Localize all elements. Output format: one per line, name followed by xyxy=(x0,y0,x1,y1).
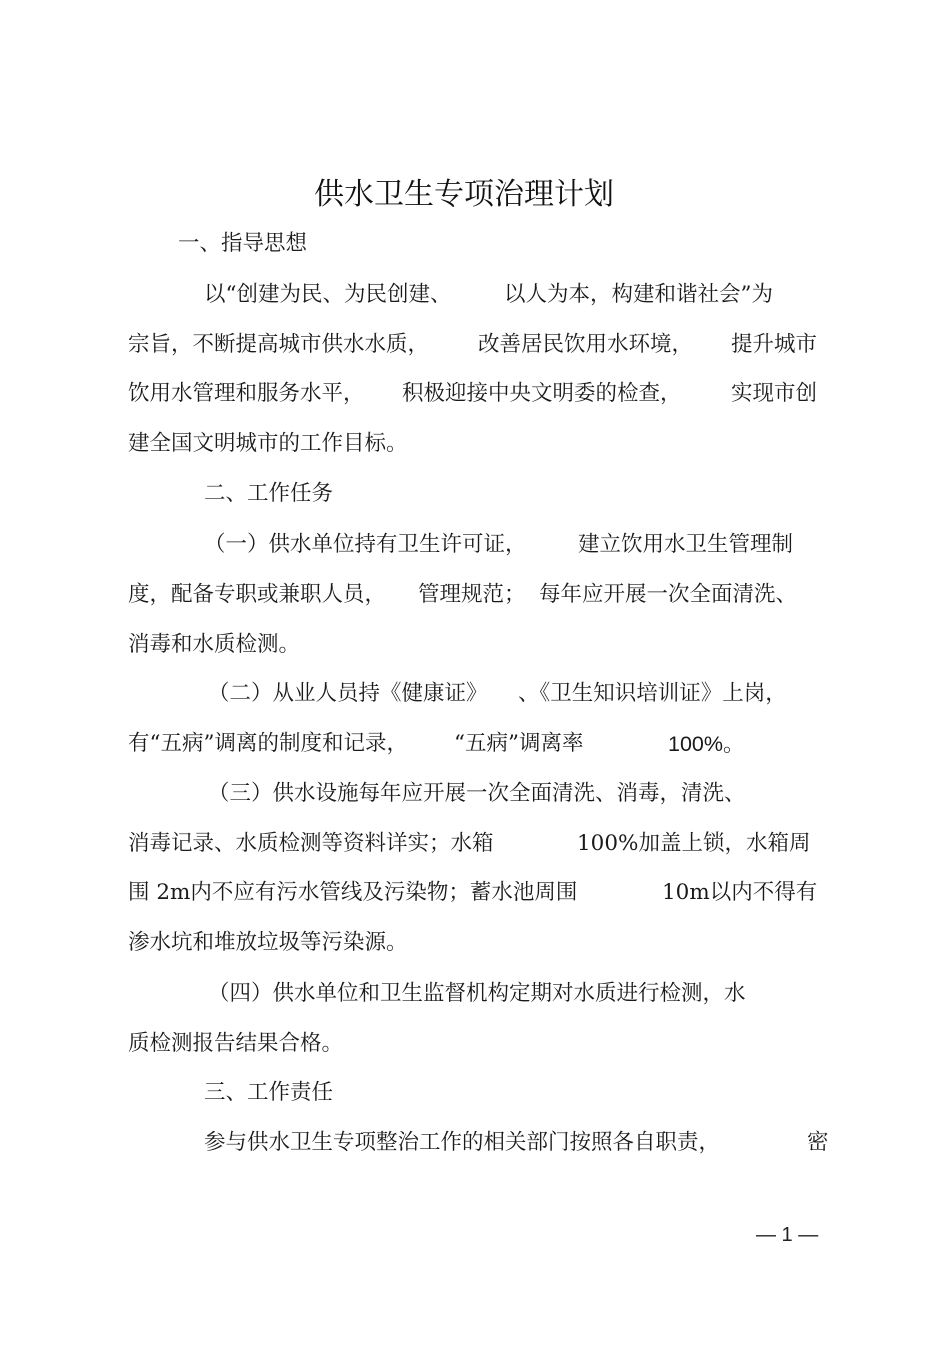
paragraph-line: 10m以内不得有 xyxy=(662,880,818,905)
paragraph-line: 参与供水卫生专项整治工作的相关部门按照各自职责， xyxy=(204,1130,721,1155)
paragraph-line: （四）供水单位和卫生监督机构定期对水质进行检测，水 xyxy=(208,981,746,1006)
section-heading-guiding-ideology: 一、指导思想 xyxy=(178,231,308,256)
paragraph-line: 实现市创 xyxy=(731,381,818,406)
paragraph-line: 质检测报告结果合格。 xyxy=(128,1031,344,1056)
paragraph-line: 密 xyxy=(807,1130,829,1155)
paragraph-line: 消毒记录、水质检测等资料详实；水箱 xyxy=(128,831,494,856)
paragraph-line: （三）供水设施每年应开展一次全面清洗、消毒，清洗、 xyxy=(208,781,746,806)
paragraph-line: 建全国文明城市的工作目标。 xyxy=(128,431,408,456)
section-heading-work-responsibility: 三、工作责任 xyxy=(204,1080,334,1105)
paragraph-line: 建立饮用水卫生管理制 xyxy=(578,532,794,557)
paragraph-line: 宗旨，不断提高城市供水水质， xyxy=(128,332,430,357)
document-title: 供水卫生专项治理计划 xyxy=(314,177,614,212)
paragraph-line: 以人为本，构建和谐社会”为 xyxy=(504,282,773,307)
paragraph-line: 每年应开展一次全面清洗、 xyxy=(539,582,798,607)
paragraph-line: 围 2m内不应有污水管线及污染物；蓄水池周围 xyxy=(128,880,578,905)
paragraph-line: 积极迎接中央文明委的检查， xyxy=(402,381,682,406)
paragraph-line: 100%加盖上锁，水箱周 xyxy=(577,831,811,856)
paragraph-line: 改善居民饮用水环境， xyxy=(478,332,694,357)
paragraph-line: 以“创建为民、为民创建、 xyxy=(204,282,452,307)
paragraph-line: （一）供水单位持有卫生许可证， xyxy=(204,532,527,557)
paragraph-line: 饮用水管理和服务水平， xyxy=(128,381,365,406)
paragraph-line: 度，配备专职或兼职人员， xyxy=(128,582,387,607)
paragraph-line: （二）从业人员持《健康证》 xyxy=(208,681,488,706)
paragraph-line: 、《卫生知识培训证》上岗， xyxy=(518,681,787,706)
percentage-value: 100%。 xyxy=(668,732,745,756)
section-heading-work-tasks: 二、工作任务 xyxy=(204,481,334,506)
paragraph-line: 有“五病”调离的制度和记录， xyxy=(128,731,408,756)
paragraph-line: 提升城市 xyxy=(731,332,818,357)
paragraph-line: 消毒和水质检测。 xyxy=(128,632,301,657)
page-number: — 1 — xyxy=(756,1224,819,1246)
paragraph-line: “五病”调离率 xyxy=(454,731,584,756)
paragraph-line: 管理规范； xyxy=(418,582,526,607)
paragraph-line: 渗水坑和堆放垃圾等污染源。 xyxy=(128,930,408,955)
